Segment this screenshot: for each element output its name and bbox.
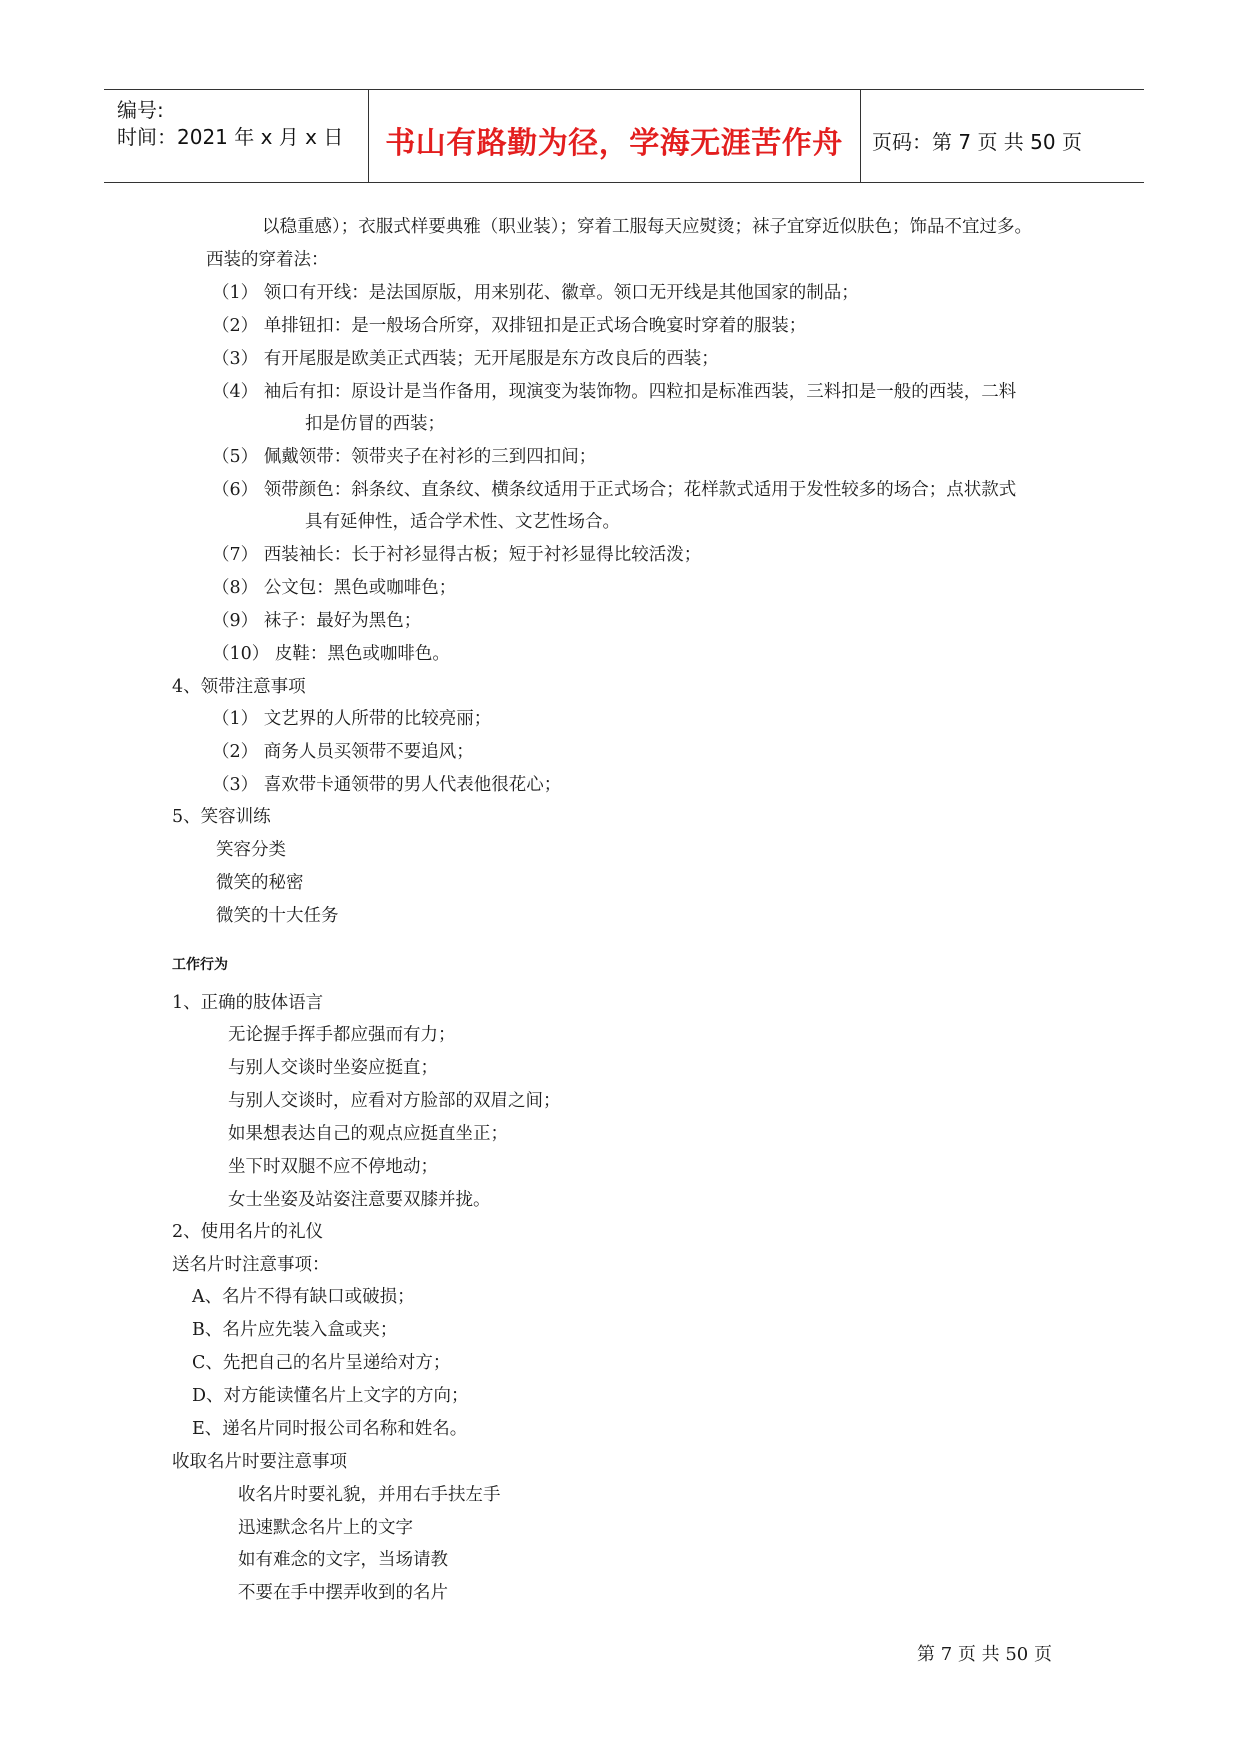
list-item: （8） 公文包：黑色或咖啡色； xyxy=(212,578,457,598)
list-item: 笑容分类 xyxy=(216,840,286,860)
list-item: （7） 西装袖长：长于衬衫显得古板；短于衬衫显得比较活泼； xyxy=(212,545,702,565)
list-item: 无论握手挥手都应强而有力； xyxy=(228,1025,456,1045)
list-item: （5） 佩戴领带：领带夹子在衬衫的三到四扣间； xyxy=(212,447,597,467)
section-heading: 1、正确的肢体语言 xyxy=(172,993,324,1013)
list-item: （3） 喜欢带卡通领带的男人代表他很花心； xyxy=(212,775,562,795)
list-item: 女士坐姿及站姿注意要双膝并拢。 xyxy=(228,1190,491,1210)
page-footer: 第 7 页 共 50 页 xyxy=(917,1644,1052,1665)
list-item: （4） 袖后有扣：原设计是当作备用，现演变为装饰物。四粒扣是标准西装，三料扣是一般的西装，二料 xyxy=(212,382,1017,402)
list-item: 与别人交谈时，应看对方脸部的双眉之间； xyxy=(228,1091,561,1111)
list-item: （6） 领带颜色：斜条纹、直条纹、横条纹适用于正式场合；花样款式适用于发性较多的场合；点状款式 xyxy=(212,480,1017,500)
section-title: 工作行为 xyxy=(172,957,228,973)
body-line: 以稳重感）；衣服式样要典雅（职业装）；穿着工服每天应熨烫；袜子宜穿近似肤色；饰品不宜过多。 xyxy=(262,217,1032,237)
list-item: C、先把自己的名片呈递给对方； xyxy=(192,1353,451,1373)
list-item: 如果想表达自己的观点应挺直坐正； xyxy=(228,1124,508,1144)
subsection-heading: 送名片时注意事项： xyxy=(172,1255,330,1275)
section-heading: 5、笑容训练 xyxy=(172,807,271,827)
list-item: （1） 文艺界的人所带的比较亮丽； xyxy=(212,709,492,729)
list-item: 如有难念的文字，当场请教 xyxy=(238,1550,448,1570)
list-item: 微笑的十大任务 xyxy=(216,906,339,926)
list-item: （1） 领口有开线：是法国原版，用来别花、徽章。领口无开线是其他国家的制品； xyxy=(212,283,859,303)
body-line: 西装的穿着法： xyxy=(206,250,329,270)
header-motto: 书山有路勤为径，学海无涯苦作舟 xyxy=(385,126,843,161)
list-item-continuation: 扣是仿冒的西装； xyxy=(305,414,445,434)
document-time-label: 时间：2021 年 x 月 x 日 xyxy=(117,125,344,149)
list-item: 迅速默念名片上的文字 xyxy=(238,1518,413,1538)
list-item: 收名片时要礼貌，并用右手扶左手 xyxy=(238,1485,501,1505)
list-item: 不要在手中摆弄收到的名片 xyxy=(238,1583,448,1603)
section-heading: 2、使用名片的礼仪 xyxy=(172,1222,324,1242)
list-item: （2） 商务人员买领带不要追风； xyxy=(212,742,474,762)
list-item: E、递名片同时报公司名称和姓名。 xyxy=(192,1419,468,1439)
header-divider-right xyxy=(860,89,861,182)
header-page-code: 页码：第 7 页 共 50 页 xyxy=(872,130,1082,154)
header-top-rule xyxy=(104,89,1144,90)
list-item: D、对方能读懂名片上文字的方向； xyxy=(192,1386,469,1406)
list-item: 与别人交谈时坐姿应挺直； xyxy=(228,1058,438,1078)
list-item: A、名片不得有缺口或破损； xyxy=(192,1287,415,1307)
document-number-label: 编号: xyxy=(117,98,164,122)
list-item: （3） 有开尾服是欧美正式西装；无开尾服是东方改良后的西装； xyxy=(212,349,719,369)
header-bottom-rule xyxy=(104,182,1144,183)
list-item: （10） 皮鞋：黑色或咖啡色。 xyxy=(212,644,450,664)
list-item: （9） 袜子：最好为黑色； xyxy=(212,611,422,631)
list-item: 坐下时双腿不应不停地动； xyxy=(228,1157,438,1177)
list-item: 微笑的秘密 xyxy=(216,873,304,893)
subsection-heading: 收取名片时要注意事项 xyxy=(172,1452,347,1472)
list-item: （2） 单排钮扣：是一般场合所穿，双排钮扣是正式场合晚宴时穿着的服装； xyxy=(212,316,807,336)
section-heading: 4、领带注意事项 xyxy=(172,677,306,697)
list-item-continuation: 具有延伸性，适合学术性、文艺性场合。 xyxy=(305,512,620,532)
list-item: B、名片应先装入盒或夹； xyxy=(192,1320,398,1340)
